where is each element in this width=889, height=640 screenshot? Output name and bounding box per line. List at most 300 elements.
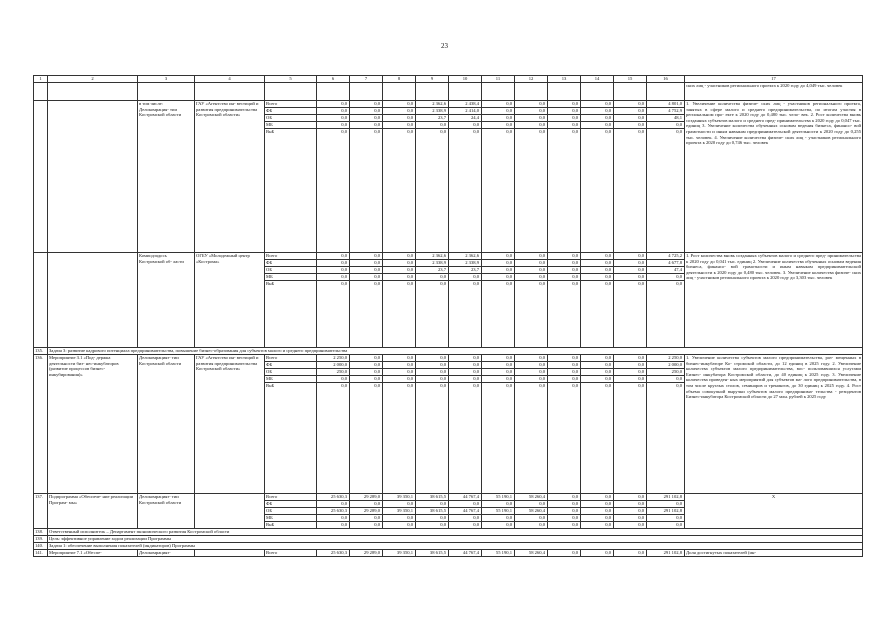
- measure-name: Мероприятие 3.1 «Под- держка деятельности биз- нес-инкубаторов (развитие процессов бизнес- инкубирования)»: [48, 355, 138, 494]
- value-cell: 0,0: [515, 501, 548, 508]
- value-cell: 0,0: [515, 115, 548, 122]
- header-cell: 8: [383, 76, 416, 83]
- funding-source: Всего: [265, 101, 317, 108]
- value-cell: 0,0: [383, 369, 416, 376]
- value-cell: 0,0: [350, 369, 383, 376]
- value-cell: 0,0: [449, 281, 482, 348]
- value-cell: 0,0: [515, 260, 548, 267]
- value-cell: 0,0: [350, 122, 383, 129]
- value-cell: 0,0: [548, 281, 581, 348]
- value-cell: 39 350,1: [383, 494, 416, 501]
- value-cell: 44 767,4: [449, 494, 482, 501]
- value-cell: 250,0: [317, 369, 350, 376]
- value-cell: 0,0: [449, 369, 482, 376]
- value-cell: 0,0: [350, 274, 383, 281]
- value-cell: 0,0: [581, 108, 614, 115]
- value-cell: 0,0: [548, 129, 581, 253]
- value-cell: 0,0: [581, 550, 614, 557]
- section-title: Задача 1: обеспечение выполнения показателей (индикаторов) Программы: [48, 543, 863, 550]
- value-cell: 0,0: [548, 108, 581, 115]
- value-cell: 0,0: [581, 122, 614, 129]
- value-cell: 0,0: [350, 515, 383, 522]
- responsible-cell: Делокомрацияз-: [138, 550, 195, 557]
- empty-cell: [482, 83, 515, 101]
- header-cell: 13: [548, 76, 581, 83]
- executor-cell: [195, 550, 265, 557]
- value-cell: 250,0: [647, 369, 685, 376]
- results-cell: 1. Увеличение количества физиче- ских лиц - участников регионального проекта, занятых в сфере малого и среднего предпринимательства, по итогам участия в региональном про- екте к 2020 году до 0,480 тыс. чело- век. 2. Рост количества вновь созданных субъектов малого и среднего пред- принимательства к 2020 году до 0,047 тыс. единиц 3. Увеличение количества обученных основам ведения бизнеса, финансо- вой грамотности и иным навыкам предпринимательской деятельности к 2020 году до 0,255 тыс. человек. 4. Увеличение количества физиче- ских лиц - участников регионального проекта к 2020 году до 0,746 тыс. человек: [685, 101, 863, 253]
- measure-name: [48, 253, 138, 348]
- empty-cell: [317, 83, 350, 101]
- value-cell: 0,0: [383, 267, 416, 274]
- value-cell: 39 350,1: [383, 508, 416, 515]
- value-cell: 0,0: [416, 383, 449, 494]
- value-cell: 23,7: [416, 267, 449, 274]
- section-title: Цель: эффективное управление ходом реализации Программы: [48, 536, 863, 543]
- value-cell: 44 767,4: [449, 508, 482, 515]
- row-number: [34, 101, 48, 253]
- value-cell: 0,0: [614, 362, 647, 369]
- value-cell: 2 250,0: [647, 355, 685, 362]
- results-cell: ских лиц - участников регионального проекта к 2020 году до 4,049 тыс. человек: [685, 83, 863, 101]
- value-cell: 0,0: [515, 129, 548, 253]
- value-cell: 0,0: [581, 515, 614, 522]
- value-cell: 0,0: [647, 376, 685, 383]
- value-cell: 0,0: [614, 376, 647, 383]
- value-cell: 0,0: [515, 274, 548, 281]
- value-cell: 0,0: [548, 101, 581, 108]
- table-row: [34, 355, 863, 362]
- header-row: [34, 76, 863, 83]
- row-number: 141.: [34, 550, 48, 557]
- budget-table: [33, 75, 863, 557]
- value-cell: 0,0: [515, 281, 548, 348]
- value-cell: 38 615,5: [416, 550, 449, 557]
- value-cell: 55 190,1: [482, 550, 515, 557]
- value-cell: 25 630,3: [317, 508, 350, 515]
- funding-source: ФБ: [265, 260, 317, 267]
- value-cell: 47,4: [647, 267, 685, 274]
- row-number: 138.: [34, 529, 48, 536]
- value-cell: 58 260,4: [515, 508, 548, 515]
- empty-cell: [548, 83, 581, 101]
- header-cell: 2: [48, 76, 138, 83]
- value-cell: 2 362,6: [416, 253, 449, 260]
- funding-source: ОБ: [265, 267, 317, 274]
- table-row: [34, 348, 863, 355]
- row-number: 135.: [34, 348, 48, 355]
- value-cell: 0,0: [416, 501, 449, 508]
- value-cell: 0,0: [383, 274, 416, 281]
- value-cell: 291 102,8: [647, 508, 685, 515]
- value-cell: 0,0: [515, 108, 548, 115]
- funding-source: Всего: [265, 494, 317, 501]
- header-cell: 7: [350, 76, 383, 83]
- value-cell: 0,0: [548, 355, 581, 362]
- value-cell: 0,0: [416, 281, 449, 348]
- value-cell: 0,0: [515, 522, 548, 529]
- value-cell: 38 615,5: [416, 508, 449, 515]
- value-cell: 0,0: [581, 281, 614, 348]
- value-cell: 44 767,4: [449, 550, 482, 557]
- value-cell: 0,0: [317, 260, 350, 267]
- value-cell: 0,0: [482, 522, 515, 529]
- value-cell: 0,0: [383, 362, 416, 369]
- value-cell: 0,0: [317, 101, 350, 108]
- value-cell: 0,0: [350, 108, 383, 115]
- value-cell: 0,0: [548, 267, 581, 274]
- value-cell: 0,0: [350, 260, 383, 267]
- value-cell: 2 338,9: [416, 108, 449, 115]
- value-cell: 0,0: [581, 522, 614, 529]
- value-cell: 0,0: [581, 508, 614, 515]
- header-cell: 3: [138, 76, 195, 83]
- value-cell: 0,0: [482, 515, 515, 522]
- value-cell: 0,0: [383, 101, 416, 108]
- value-cell: 0,0: [581, 253, 614, 260]
- page-number: 23: [441, 42, 448, 50]
- value-cell: 0,0: [614, 501, 647, 508]
- value-cell: 0,0: [614, 267, 647, 274]
- value-cell: 0,0: [614, 260, 647, 267]
- value-cell: 0,0: [482, 369, 515, 376]
- value-cell: 0,0: [449, 522, 482, 529]
- value-cell: 0,0: [317, 253, 350, 260]
- value-cell: 0,0: [416, 362, 449, 369]
- responsible-cell: Делокомрацияз- тии Костромской области: [138, 355, 195, 494]
- value-cell: 0,0: [317, 515, 350, 522]
- value-cell: 0,0: [383, 501, 416, 508]
- value-cell: 0,0: [614, 122, 647, 129]
- value-cell: 291 102,8: [647, 494, 685, 501]
- value-cell: 0,0: [515, 369, 548, 376]
- value-cell: 0,0: [581, 101, 614, 108]
- value-cell: 0,0: [548, 383, 581, 494]
- value-cell: 29 289,0: [350, 508, 383, 515]
- funding-source: ФБ: [265, 108, 317, 115]
- table-row: [34, 83, 863, 101]
- empty-cell: [265, 83, 317, 101]
- value-cell: 0,0: [449, 501, 482, 508]
- value-cell: 0,0: [416, 376, 449, 383]
- value-cell: 0,0: [482, 355, 515, 362]
- value-cell: 0,0: [350, 115, 383, 122]
- table-row: [34, 543, 863, 550]
- value-cell: 0,0: [383, 515, 416, 522]
- funding-source: МБ: [265, 122, 317, 129]
- value-cell: 0,0: [548, 550, 581, 557]
- value-cell: 0,0: [548, 522, 581, 529]
- funding-source: МБ: [265, 515, 317, 522]
- funding-source: Всего: [265, 253, 317, 260]
- value-cell: 0,0: [482, 267, 515, 274]
- value-cell: 2 362,6: [416, 101, 449, 108]
- empty-cell: [581, 83, 614, 101]
- value-cell: 0,0: [515, 101, 548, 108]
- value-cell: 4 801,0: [647, 101, 685, 108]
- value-cell: 0,0: [482, 383, 515, 494]
- measure-name: Мероприятие 7.1 «Обеспе-: [48, 550, 138, 557]
- table-row: [34, 253, 863, 260]
- header-cell: 16: [647, 76, 685, 83]
- value-cell: 39 350,1: [383, 550, 416, 557]
- value-cell: 0,0: [482, 129, 515, 253]
- value-cell: 0,0: [383, 108, 416, 115]
- funding-source: ФБ: [265, 501, 317, 508]
- value-cell: 25 630,3: [317, 550, 350, 557]
- row-number: 137.: [34, 494, 48, 529]
- value-cell: 291 102,8: [647, 550, 685, 557]
- value-cell: 0,0: [350, 101, 383, 108]
- results-cell: 1. Рост количества вновь созданных субъектов малого и среднего пред- принимательства к 2020 году до 0,041 тыс. единиц 2. Увеличение количества обученных основам ведения бизнеса, финансо- вой грамотности и иным навыкам предпринимательской деятельности к 2020 году до 0,480 тыс. человек. 3. Увеличение количества физиче- ских лиц - участников регионального проекта к 2020 году до 3,303 тыс. человек: [685, 253, 863, 348]
- value-cell: 0,0: [647, 122, 685, 129]
- value-cell: 0,0: [416, 522, 449, 529]
- value-cell: 0,0: [350, 383, 383, 494]
- value-cell: 29 289,0: [350, 494, 383, 501]
- value-cell: 0,0: [548, 369, 581, 376]
- funding-source: ВнБ: [265, 281, 317, 348]
- value-cell: 0,0: [317, 274, 350, 281]
- value-cell: 0,0: [614, 355, 647, 362]
- value-cell: 0,0: [614, 369, 647, 376]
- funding-source: ВнБ: [265, 129, 317, 253]
- value-cell: 0,0: [647, 515, 685, 522]
- value-cell: 0,0: [449, 362, 482, 369]
- funding-source: Всего: [265, 550, 317, 557]
- table-body: [34, 76, 863, 557]
- task-title: Задача 3: развитие кадрового потенциала предпринимательства, повышение бизнес-образования для субъектов малого и среднего предпринимательства: [48, 348, 863, 355]
- value-cell: 0,0: [482, 362, 515, 369]
- results-cell: X: [685, 494, 863, 529]
- value-cell: 0,0: [614, 274, 647, 281]
- value-cell: 0,0: [449, 129, 482, 253]
- value-cell: 0,0: [515, 267, 548, 274]
- value-cell: 0,0: [548, 501, 581, 508]
- value-cell: 0,0: [350, 267, 383, 274]
- empty-cell: [647, 83, 685, 101]
- value-cell: 0,0: [581, 376, 614, 383]
- header-cell: 17: [685, 76, 863, 83]
- executor-cell: ГАУ «Агентство ин- вестиций и развития предпринимательства Костромской области»: [195, 355, 265, 494]
- value-cell: 4 725,2: [647, 253, 685, 260]
- value-cell: 0,0: [350, 522, 383, 529]
- value-cell: 0,0: [383, 383, 416, 494]
- empty-cell: [416, 83, 449, 101]
- executor-cell: ОГБУ «Молодежный центр «Кострома»: [195, 253, 265, 348]
- value-cell: 0,0: [383, 115, 416, 122]
- value-cell: 0,0: [317, 383, 350, 494]
- value-cell: 24,4: [449, 115, 482, 122]
- value-cell: 0,0: [581, 355, 614, 362]
- value-cell: 0,0: [614, 253, 647, 260]
- value-cell: 0,0: [548, 274, 581, 281]
- value-cell: 0,0: [581, 129, 614, 253]
- value-cell: 0,0: [581, 115, 614, 122]
- table-row: [34, 101, 863, 108]
- executor-cell: [195, 494, 265, 529]
- value-cell: 0,0: [581, 362, 614, 369]
- results-cell: 1. Увеличение количества субъектов малого предпринимательства, раз- мещенных в бизнес-инкубаторе Ко- стромской области, до 12 единиц в 2025 году. 2. Увеличение количества субъектов малого предпринимательства, вос- пользовавшихся услугами Бизнес- инкубатора Костромской области, до 40 единиц к 2025 году. 3. Увеличение количества проведен- ных мероприятий для субъектов ма- лого предпринимательства, в том числе круглых столов, семинаров и тренингов, до 30 единиц к 2025 году. 4. Рост объема совокупной выручки субъектов малого предпринима- тельства - резидентов Бизнес-инкубатора Костромской области до 27 млн. рублей к 2025 году: [685, 355, 863, 494]
- value-cell: 0,0: [350, 355, 383, 362]
- value-cell: 2 414,0: [449, 108, 482, 115]
- value-cell: 0,0: [416, 122, 449, 129]
- value-cell: 0,0: [449, 122, 482, 129]
- value-cell: 0,0: [581, 260, 614, 267]
- value-cell: 0,0: [614, 101, 647, 108]
- value-cell: 0,0: [548, 122, 581, 129]
- value-cell: 0,0: [581, 383, 614, 494]
- value-cell: 0,0: [482, 376, 515, 383]
- value-cell: 0,0: [581, 369, 614, 376]
- measure-name: [48, 101, 138, 253]
- value-cell: 0,0: [614, 281, 647, 348]
- value-cell: 0,0: [614, 383, 647, 494]
- empty-cell: [195, 83, 265, 101]
- header-cell: 1: [34, 76, 48, 83]
- value-cell: 0,0: [515, 383, 548, 494]
- funding-source: ОБ: [265, 369, 317, 376]
- responsible-cell: Комиодзадось Костромской об- ласти: [138, 253, 195, 348]
- header-cell: 15: [614, 76, 647, 83]
- value-cell: 2 438,4: [449, 101, 482, 108]
- value-cell: 0,0: [449, 376, 482, 383]
- value-cell: 0,0: [383, 355, 416, 362]
- value-cell: 0,0: [614, 508, 647, 515]
- section-title: Ответственный исполнитель – Департамент экономического развития Костромской области: [48, 529, 863, 536]
- value-cell: 0,0: [350, 129, 383, 253]
- value-cell: 0,0: [383, 253, 416, 260]
- value-cell: 55 190,1: [482, 494, 515, 501]
- header-cell: 6: [317, 76, 350, 83]
- row-number: 139.: [34, 536, 48, 543]
- value-cell: 58 260,4: [515, 494, 548, 501]
- value-cell: 0,0: [449, 274, 482, 281]
- value-cell: 0,0: [548, 508, 581, 515]
- value-cell: 0,0: [482, 281, 515, 348]
- value-cell: 0,0: [416, 369, 449, 376]
- value-cell: 0,0: [614, 115, 647, 122]
- value-cell: 0,0: [383, 122, 416, 129]
- responsible-cell: в том числе: Делокомрация- тии Костромской области: [138, 101, 195, 253]
- value-cell: 0,0: [515, 122, 548, 129]
- value-cell: 23,7: [416, 115, 449, 122]
- value-cell: 2 338,9: [416, 260, 449, 267]
- value-cell: 0,0: [416, 515, 449, 522]
- value-cell: 0,0: [515, 376, 548, 383]
- value-cell: 23,7: [449, 267, 482, 274]
- value-cell: 0,0: [515, 253, 548, 260]
- table-row: [34, 494, 863, 501]
- empty-cell: [515, 83, 548, 101]
- value-cell: 0,0: [317, 376, 350, 383]
- value-cell: 0,0: [317, 267, 350, 274]
- value-cell: 0,0: [416, 355, 449, 362]
- table-row: [34, 536, 863, 543]
- results-cell: Доля достигнутых показателей (ин-: [685, 550, 863, 557]
- funding-source: ОБ: [265, 508, 317, 515]
- value-cell: 0,0: [317, 108, 350, 115]
- value-cell: 0,0: [614, 522, 647, 529]
- value-cell: 0,0: [548, 494, 581, 501]
- value-cell: 58 260,4: [515, 550, 548, 557]
- value-cell: 0,0: [350, 281, 383, 348]
- measure-name: Подпрограмма «Обеспече- ние реализации Програм- мы»: [48, 494, 138, 529]
- value-cell: 0,0: [482, 274, 515, 281]
- value-cell: 0,0: [317, 115, 350, 122]
- value-cell: 0,0: [548, 362, 581, 369]
- value-cell: 0,0: [548, 376, 581, 383]
- funding-source: МБ: [265, 376, 317, 383]
- value-cell: 4 752,9: [647, 108, 685, 115]
- empty-cell: [383, 83, 416, 101]
- table-row: [34, 550, 863, 557]
- value-cell: 4 677,8: [647, 260, 685, 267]
- value-cell: 0,0: [317, 129, 350, 253]
- header-cell: 12: [515, 76, 548, 83]
- value-cell: 0,0: [383, 129, 416, 253]
- header-cell: 4: [195, 76, 265, 83]
- value-cell: 0,0: [482, 260, 515, 267]
- empty-cell: [614, 83, 647, 101]
- empty-cell: [48, 83, 138, 101]
- value-cell: 0,0: [581, 274, 614, 281]
- value-cell: 0,0: [350, 501, 383, 508]
- value-cell: 2 000,0: [317, 362, 350, 369]
- value-cell: 0,0: [581, 501, 614, 508]
- value-cell: 0,0: [581, 267, 614, 274]
- value-cell: 0,0: [647, 281, 685, 348]
- value-cell: 55 190,1: [482, 508, 515, 515]
- value-cell: 0,0: [317, 501, 350, 508]
- value-cell: 0,0: [350, 362, 383, 369]
- value-cell: 0,0: [614, 515, 647, 522]
- empty-cell: [34, 83, 48, 101]
- value-cell: 0,0: [614, 129, 647, 253]
- header-cell: 11: [482, 76, 515, 83]
- value-cell: 48,1: [647, 115, 685, 122]
- value-cell: 0,0: [647, 501, 685, 508]
- funding-source: Всего: [265, 355, 317, 362]
- value-cell: 2 338,9: [449, 260, 482, 267]
- header-cell: 10: [449, 76, 482, 83]
- empty-cell: [350, 83, 383, 101]
- funding-source: ВнБ: [265, 522, 317, 529]
- value-cell: 0,0: [548, 253, 581, 260]
- value-cell: 0,0: [548, 260, 581, 267]
- row-number: [34, 253, 48, 348]
- row-number: 136.: [34, 355, 48, 494]
- empty-cell: [138, 83, 195, 101]
- value-cell: 29 289,0: [350, 550, 383, 557]
- value-cell: 0,0: [383, 260, 416, 267]
- value-cell: 0,0: [317, 522, 350, 529]
- table-row: [34, 529, 863, 536]
- header-cell: 14: [581, 76, 614, 83]
- value-cell: 0,0: [647, 522, 685, 529]
- value-cell: 0,0: [350, 376, 383, 383]
- value-cell: 2 000,0: [647, 362, 685, 369]
- value-cell: 0,0: [515, 355, 548, 362]
- value-cell: 0,0: [449, 355, 482, 362]
- value-cell: 0,0: [515, 362, 548, 369]
- value-cell: 0,0: [449, 515, 482, 522]
- funding-source: ОБ: [265, 115, 317, 122]
- value-cell: 2 362,6: [449, 253, 482, 260]
- value-cell: 2 250,0: [317, 355, 350, 362]
- value-cell: 0,0: [482, 115, 515, 122]
- value-cell: 0,0: [548, 115, 581, 122]
- funding-source: ФБ: [265, 362, 317, 369]
